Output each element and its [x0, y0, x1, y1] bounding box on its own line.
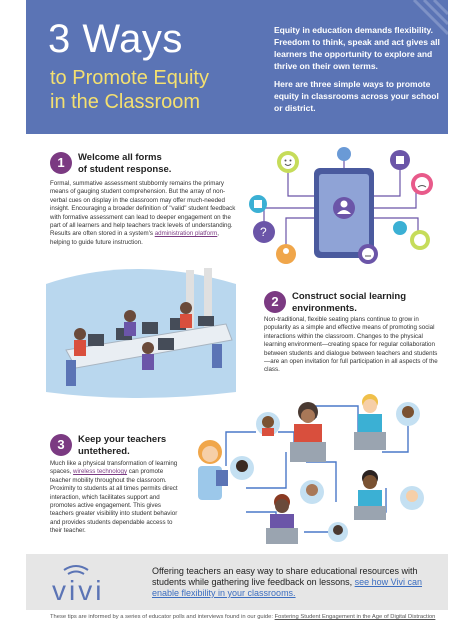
sad-face-icon	[411, 173, 433, 195]
section-2-title	[292, 291, 442, 315]
page-subtitle	[50, 66, 270, 114]
section-1-body	[50, 180, 236, 247]
footer-text	[152, 566, 442, 599]
section-1-badge: 1	[50, 152, 72, 174]
thumbs-up-icon	[249, 195, 267, 213]
guide-link[interactable]: Fostering Student Engagement in the Age of Digital Distraction	[274, 614, 436, 620]
page-title: 3 Ways	[48, 17, 183, 61]
section-2-title-line-1: Construct social learning	[292, 291, 407, 302]
happy-face-icon	[410, 230, 430, 250]
subtitle-line-2: in the Classroom	[50, 91, 201, 113]
connected-people-illustration	[186, 392, 446, 548]
decorative-stripes	[406, 0, 448, 38]
administration-platform-link[interactable]: administration platform	[154, 230, 218, 238]
section-3-body-text-end: can promote teacher mobility throughout the classroom. Proximity to students at all times permits direct interaction, which facilitates support and promotes active engagement. This gives teachers greater visibility into student behavior and provides students dependable access to their teacher.	[50, 468, 178, 535]
teacher-figure	[198, 440, 228, 500]
neutral-face-icon	[358, 244, 378, 264]
section-3-body	[50, 460, 182, 536]
section-1-title	[78, 152, 238, 176]
vivi-flexibility-link[interactable]: see how Vivi can enable flexibility in your classrooms.	[152, 577, 423, 598]
student-avatar-9	[400, 486, 424, 510]
section-3-title	[78, 434, 188, 458]
student-avatar-1	[256, 412, 280, 436]
student-avatar-4	[396, 402, 420, 426]
section-3-title-line-2: untethered.	[78, 446, 130, 457]
question-icon	[253, 221, 275, 243]
footer-description: Offering teachers an easy way to share educational resources with students while gathering live feedback on lessons,	[152, 566, 418, 587]
section-3-body-text: Much like a physical transformation of learning spaces,	[50, 460, 178, 476]
classroom-illustration	[36, 264, 244, 404]
section-3-badge: 3	[50, 434, 72, 456]
student-avatar-5	[230, 456, 254, 480]
intro-paragraph-2: Here are three simple ways to promote equity in classrooms across your school or district.	[274, 79, 439, 113]
section-1-body-text: Formal, summative assessment stubbornly remains the primary means of gauging student comprehension. But the array of non-verbal cues on display in the classroom may offer much-needed insight. Encouraging a broader definition of "valid" student feedback with formative assessment can lead to deeper engagement on the part of all learners and help teachers track levels of understanding. Results are often stored in a system's	[50, 180, 236, 238]
subtitle-line-1: to Promote Equity	[50, 67, 209, 89]
student-avatar-3	[354, 394, 386, 450]
section-2-title-line-2: environments.	[292, 303, 357, 314]
section-1-title-line-1: Welcome all forms	[78, 152, 162, 163]
svg-text:?: ?	[260, 225, 267, 239]
source-note	[50, 614, 450, 620]
smiley-icon	[277, 151, 299, 173]
student-avatar-6	[300, 480, 324, 504]
ok-icon	[393, 221, 407, 235]
student-avatar-2	[290, 402, 326, 462]
svg-text:vivi: vivi	[52, 575, 105, 604]
footer-banner	[26, 554, 448, 610]
section-3-title-line-1: Keep your teachers	[78, 434, 167, 445]
person-icon	[276, 244, 296, 264]
student-avatar-10	[328, 522, 348, 542]
section-2-badge: 2	[264, 291, 286, 313]
intro-paragraph-1: Equity in education demands flexibility. Freedom to think, speak and act gives all learners the opportunity to explore and thrive on their own terms.	[274, 25, 440, 71]
student-avatar-7	[266, 494, 298, 544]
section-1-title-line-2: of student response.	[78, 164, 172, 175]
thumbs-down-icon	[390, 150, 410, 170]
vivi-logo[interactable]	[50, 562, 146, 604]
section-2-body: Non-traditional, flexible seating plans continue to grow in popularity as a simple and effective means of promoting social interactions within the classroom. Changes to the physical learning environment—creating space for regular collaboration between students and dialogue between teachers and students—are an open invitation for full participation in all aspects of the class.	[264, 316, 438, 374]
source-note-text: These tips are informed by a series of educator polls and interviews found in our guide:	[50, 614, 275, 620]
section-1-body-text-end: , helping to guide future instruction.	[50, 230, 220, 246]
wireless-technology-link[interactable]: wireless technology	[73, 468, 128, 476]
student-avatar-8	[354, 470, 386, 520]
feedback-icons-illustration	[244, 146, 444, 270]
hand-raise-icon	[337, 147, 351, 161]
header-banner	[26, 0, 448, 134]
